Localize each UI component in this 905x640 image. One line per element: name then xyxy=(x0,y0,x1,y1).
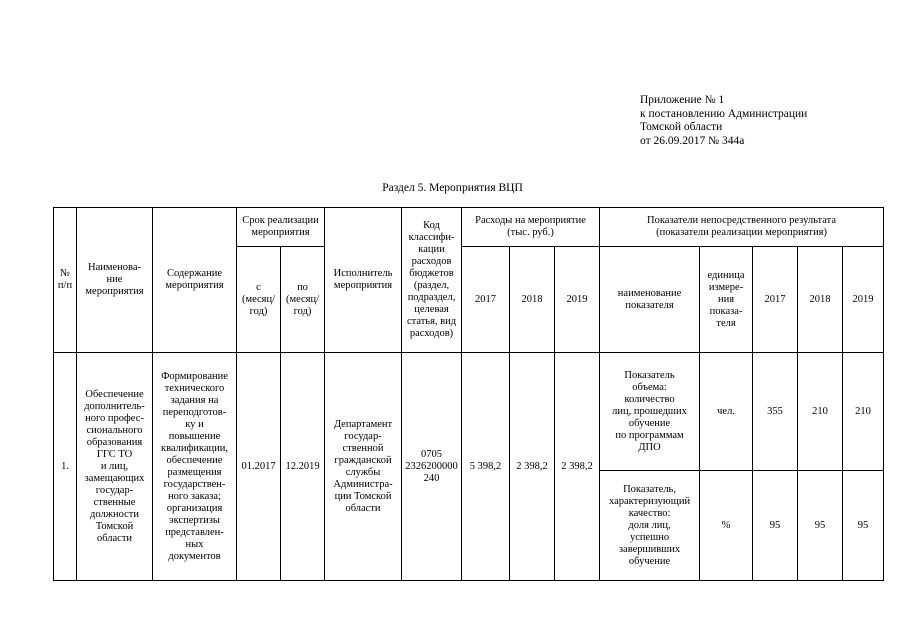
header-term: Срок реализации мероприятия xyxy=(237,208,325,247)
annex-line-2: к постановлению Администрации xyxy=(640,107,808,120)
section-title: Раздел 5. Мероприятия ВЦП xyxy=(382,182,523,194)
row-expense: 2 398,2 xyxy=(555,353,600,581)
header-expenses: Расходы на мероприятие (тыс. руб.) xyxy=(462,208,600,247)
indicator-name: Показатель объема: количество лиц, прошедших обучение по программам ДПО xyxy=(600,353,700,471)
header-results: Показатели непосредственного результата (показатели реализации мероприятия) xyxy=(600,208,884,247)
annex-line-4: от 26.09.2017 № 344а xyxy=(640,134,745,147)
header-result-year: 2019 xyxy=(843,247,884,353)
indicator-value: 210 xyxy=(798,353,843,471)
header-executor: Исполнитель мероприятия xyxy=(325,208,402,353)
row-executor: Департамент государ- ственной гражданской службы Администра- ции Томской области xyxy=(325,353,402,581)
indicator-unit: % xyxy=(700,471,753,581)
row-content: Формирование технического задания на переподготов- ку и повышение квалификации, обеспечение размещения государствен- ного заказа; организация экспертизы представлен- ных документов xyxy=(153,353,237,581)
header-num: № п/п xyxy=(54,208,77,353)
header-indicator-name: наименование показателя xyxy=(600,247,700,353)
row-name: Обеспечение дополнитель- ного профес- сионального образования ГГС ТО и лиц, замещающих государ- ственные должности Томской области xyxy=(77,353,153,581)
indicator-name: Показатель, характеризующий качество: доля лиц, успешно завершивших обучение xyxy=(600,471,700,581)
annex-block xyxy=(640,94,807,148)
header-unit: единица измере- ния показа- теля xyxy=(700,247,753,353)
header-result-year: 2018 xyxy=(798,247,843,353)
header-result-year: 2017 xyxy=(753,247,798,353)
indicator-value: 210 xyxy=(843,353,884,471)
indicator-value: 95 xyxy=(843,471,884,581)
header-expense-year: 2019 xyxy=(555,247,600,353)
indicator-unit: чел. xyxy=(700,353,753,471)
indicator-value: 95 xyxy=(753,471,798,581)
header-term-from: с (месяц/ год) xyxy=(237,247,281,353)
annex-line-3: Томской области xyxy=(640,121,723,133)
activities-table xyxy=(53,207,884,581)
indicator-value: 95 xyxy=(798,471,843,581)
header-name: Наименова- ние мероприятия xyxy=(77,208,153,353)
annex-line-1: Приложение № 1 xyxy=(640,94,725,106)
row-num: 1. xyxy=(54,353,77,581)
row-term-from: 01.2017 xyxy=(237,353,281,581)
header-content: Содержание мероприятия xyxy=(153,208,237,353)
header-expense-year: 2017 xyxy=(462,247,510,353)
row-expense: 2 398,2 xyxy=(510,353,555,581)
header-term-to: по (месяц/ год) xyxy=(281,247,325,353)
header-code: Код классифи- кации расходов бюджетов (раздел, подраздел, целевая статья, вид расходов) xyxy=(402,208,462,353)
row-term-to: 12.2019 xyxy=(281,353,325,581)
row-code: 0705 2326200000 240 xyxy=(402,353,462,581)
header-expense-year: 2018 xyxy=(510,247,555,353)
row-expense: 5 398,2 xyxy=(462,353,510,581)
indicator-value: 355 xyxy=(753,353,798,471)
